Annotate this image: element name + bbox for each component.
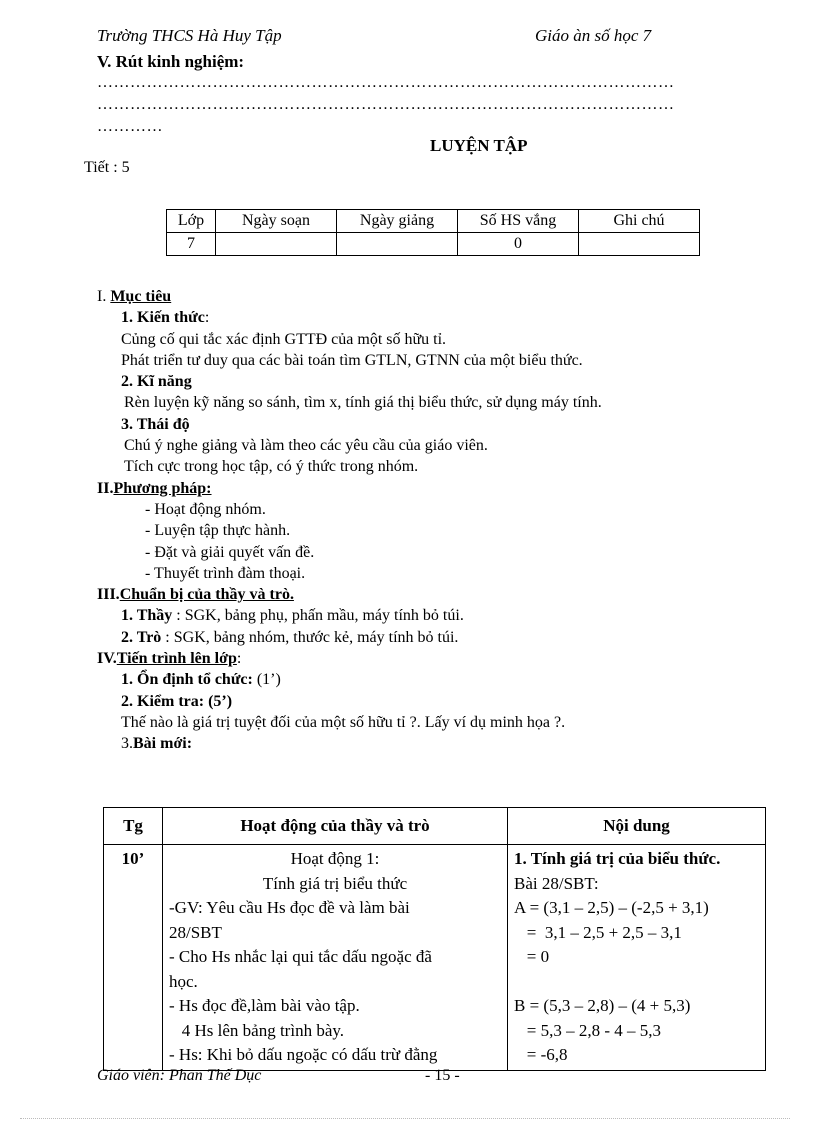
- content-line: = -6,8: [514, 1045, 568, 1064]
- method-item: - Luyện tập thực hành.: [145, 522, 291, 540]
- header-cell: Tg: [104, 808, 163, 845]
- method-item: - Đặt và giải quyết vấn đề.: [145, 543, 315, 561]
- table-cell: 7: [167, 233, 216, 256]
- method-item: - Thuyết trình đàm thoại.: [145, 564, 306, 582]
- activity-cell: [163, 845, 508, 1071]
- info-table: [166, 209, 700, 256]
- body-text: [97, 286, 602, 755]
- header-subject: Giáo àn số học 7: [535, 26, 652, 45]
- activity-line: - Hs đọc đề,làm bài vào tập.: [169, 996, 360, 1015]
- header-cell: Nội dung: [508, 808, 766, 845]
- header-cell: Ngày soạn: [216, 210, 337, 233]
- footer-page-number: - 15 -: [425, 1067, 460, 1084]
- table-cell: [216, 233, 337, 256]
- skill-1: Rèn luyện kỹ năng so sánh, tìm x, tính giá thị biểu thức, sử dụng máy tính.: [124, 394, 602, 412]
- footer-teacher: Giáo viên: Phan Thế Dục: [97, 1067, 262, 1084]
- table-cell: [579, 233, 700, 256]
- activity-line: học.: [169, 971, 198, 991]
- dotted-line-2: ……………………………………………………………………………………………: [97, 96, 675, 113]
- content-line: = 3,1 – 2,5 + 2,5 – 3,1: [514, 922, 682, 942]
- activity-line: 28/SBT: [169, 922, 222, 942]
- content-line: A = (3,1 – 2,5) – (-2,5 + 3,1): [514, 898, 709, 917]
- content-line: = 0: [514, 947, 550, 966]
- content-line: B = (5,3 – 2,8) – (4 + 5,3): [514, 996, 691, 1015]
- activity-table: [103, 807, 766, 1071]
- header-school: Trường THCS Hà Huy Tập: [97, 26, 282, 45]
- activity-row: [104, 845, 766, 1071]
- header-cell: Ghi chú: [579, 210, 700, 233]
- process-step3: 3.Bài mới:: [121, 735, 193, 753]
- attitude-2: Tích cực trong học tập, có ý thức trong nhóm.: [124, 458, 419, 476]
- info-table-header: [167, 210, 700, 233]
- activity-subtitle: Tính giá trị biểu thức: [262, 873, 408, 893]
- prep-teacher: 1. Thầy : SGK, bảng phụ, phấn mầu, máy tính bỏ túi.: [121, 607, 464, 625]
- header-cell: Lớp: [167, 210, 216, 233]
- header-cell: Ngày giảng: [337, 210, 458, 233]
- dotted-line-1: ……………………………………………………………………………………………: [97, 74, 675, 91]
- attitude-1: Chú ý nghe giảng và làm theo các yêu cầu của giáo viên.: [124, 437, 488, 455]
- process-question: Thế nào là giá trị tuyệt đối của một số hữu tỉ ?. Lấy ví dụ minh họa ?.: [121, 713, 566, 731]
- knowledge-1: Củng cố qui tắc xác định GTTĐ của một số hữu tỉ.: [121, 330, 447, 348]
- method-item: - Hoạt động nhóm.: [145, 500, 266, 518]
- skill-title: 2. Kĩ năng: [121, 373, 192, 391]
- process-heading: IV.Tiến trình lên lớp:: [97, 650, 242, 668]
- content-cell: [508, 845, 766, 1071]
- activity-title: Hoạt động 1:: [290, 849, 380, 868]
- prep-student: 2. Trò : SGK, bảng nhóm, thước kẻ, máy tính bỏ túi.: [121, 628, 459, 646]
- activity-line: -GV: Yêu cầu Hs đọc đề và làm bài: [169, 898, 410, 917]
- info-table-row: [167, 233, 700, 256]
- activity-line: - Hs: Khi bỏ dấu ngoặc có dấu trừ đằng: [169, 1045, 438, 1064]
- content-line: = 5,3 – 2,8 - 4 – 5,3: [514, 1020, 661, 1040]
- time-cell: 10’: [104, 845, 163, 1071]
- prep-heading: III.Chuẩn bị của thầy và trò.: [97, 586, 294, 604]
- knowledge-2: Phát triển tư duy qua các bài toán tìm GTLN, GTNN của một biểu thức.: [121, 351, 583, 369]
- knowledge-title: 1. Kiến thức:: [121, 309, 210, 327]
- attitude-title: 3. Thái độ: [121, 415, 190, 433]
- process-step1: 1. Ổn định tổ chức: (1’): [121, 671, 281, 689]
- methods-heading: II.Phương pháp:: [97, 479, 212, 497]
- process-step2: 2. Kiểm tra: (5’): [121, 692, 233, 710]
- table-cell: [337, 233, 458, 256]
- content-title: 1. Tính giá trị của biểu thức.: [514, 849, 721, 868]
- table-cell: 0: [458, 233, 579, 256]
- activity-line: - Cho Hs nhắc lại qui tắc dấu ngoặc đã: [169, 947, 432, 966]
- content-line: Bài 28/SBT:: [514, 873, 599, 893]
- section-5-title: V. Rút kinh nghiệm:: [97, 52, 245, 71]
- period: Tiết : 5: [84, 159, 130, 176]
- activity-line: 4 Hs lên bảng trình bày.: [169, 1020, 345, 1040]
- header-cell: Số HS vắng: [458, 210, 579, 233]
- header-cell: Hoạt động của thầy và trò: [163, 808, 508, 845]
- lesson-title: LUYỆN TẬP: [430, 136, 528, 155]
- activity-table-header: [104, 808, 766, 845]
- page-bottom-divider: [20, 1118, 790, 1119]
- content-line: [514, 970, 759, 995]
- dotted-line-3: …………: [97, 118, 163, 135]
- goals-heading: I. Mục tiêu: [97, 288, 172, 305]
